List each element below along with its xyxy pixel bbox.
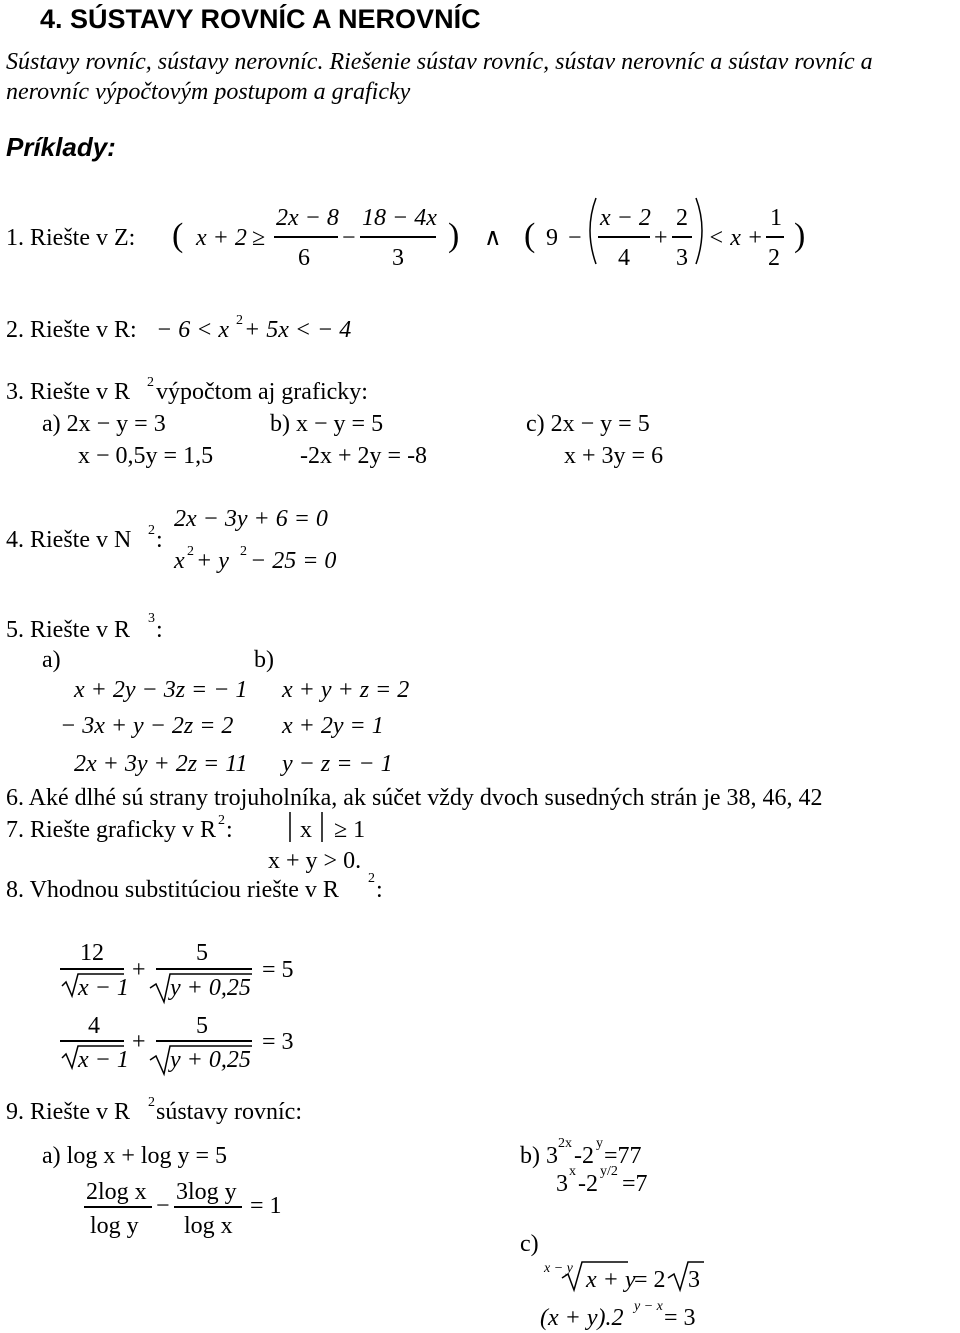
fraction-1-denominator: 6 — [298, 245, 310, 271]
problem-5-a-eq2: − 3x + y − 2z = 2 — [60, 713, 234, 739]
section-heading: 4. SÚSTAVY ROVNÍC A NEROVNÍC — [40, 4, 481, 34]
problem-8-exponent: 2 — [368, 871, 375, 886]
fraction-2-numerator: 18 − 4x — [362, 205, 437, 231]
problem-9-label-tail: sústavy rovníc: — [156, 1099, 302, 1125]
problem-7-exponent: 2 — [218, 813, 225, 828]
problem-9-exponent: 2 — [148, 1095, 155, 1110]
problem-9-b2-mid: -2 — [578, 1171, 598, 1197]
problem-9-label: 9. Riešte v R — [6, 1099, 130, 1125]
problem-4-eq2-y: + y — [196, 548, 229, 574]
problem-9-c-radicand: x + y — [586, 1267, 636, 1293]
problem-8-label: 8. Vhodnou substitúciou riešte v R — [6, 877, 339, 903]
problem-8-row1-den1: x − 1 — [78, 975, 129, 1001]
problem-9-c-rhs: = 2 — [634, 1267, 666, 1293]
problem-7-abs-x: x — [300, 817, 312, 843]
problem-8-row2-num2: 5 — [196, 1013, 208, 1039]
problem-5-b-eq1: x + y + z = 2 — [282, 677, 410, 703]
problem-8-row1-den2: y + 0,25 — [170, 975, 251, 1001]
fraction-4-numerator: 2 — [676, 205, 688, 231]
fraction-3-denominator: 4 — [618, 245, 630, 271]
problem-4-exponent: 2 — [148, 523, 155, 538]
problem-9-a-num1: 2log x — [86, 1179, 147, 1205]
problem-6: 6. Aké dlhé sú strany trojuholníka, ak súčet vždy dvoch susedných strán je 38, 46, 42 — [6, 785, 823, 811]
problem-7-ge-1: ≥ 1 — [334, 817, 366, 843]
paren-close: ) — [794, 217, 806, 254]
problem-4-eq2-tail: − 25 = 0 — [250, 548, 337, 574]
minus-symbol: − — [568, 225, 582, 251]
problem-4-label: 4. Riešte v N — [6, 527, 132, 553]
problem-7-label-tail: : — [226, 817, 233, 843]
fraction-3-numerator: x − 2 — [600, 205, 651, 231]
problem-4-eq2-x: x — [174, 548, 185, 574]
problem-8-row2-den2: y + 0,25 — [170, 1047, 251, 1073]
problem-3-a-eq2: x − 0,5y = 1,5 — [78, 443, 214, 469]
problem-9-a-eq1: a) log x + log y = 5 — [42, 1143, 228, 1169]
problem-3-exponent: 2 — [147, 375, 154, 390]
problem-3-label-tail: výpočtom aj graficky: — [156, 379, 368, 405]
problem-5-b-eq2: x + 2y = 1 — [282, 713, 384, 739]
problem-3-c-eq1: c) 2x − y = 5 — [526, 411, 650, 437]
problem-8-row1-plus: + — [132, 957, 146, 983]
problem-9-b2-end: =7 — [622, 1171, 648, 1197]
paren-open: ( — [524, 217, 536, 254]
problem-5-a-eq1: x + 2y − 3z = − 1 — [74, 677, 248, 703]
problem-9-c-eq2-exp: y − x — [634, 1299, 663, 1314]
problem-4-eq2-exp1: 2 — [187, 544, 194, 559]
problem-9-b-exp1: 2x — [558, 1136, 572, 1151]
problem-2-expr-a: − 6 < x — [156, 317, 230, 343]
problem-9-c-rhs-radicand: 3 — [688, 1267, 700, 1293]
problem-9-c-eq2-end: = 3 — [664, 1305, 696, 1331]
wedge-symbol: ∧ — [484, 225, 502, 251]
fraction-1-numerator: 2x − 8 — [276, 205, 339, 231]
fraction-2-denominator: 3 — [392, 245, 404, 271]
problem-5-label-tail: : — [156, 617, 163, 643]
problem-2-label: 2. Riešte v R: — [6, 317, 137, 343]
problem-7-line-2: x + y > 0. — [268, 848, 362, 874]
problem-3-label: 3. Riešte v R — [6, 379, 130, 405]
problem-4-eq1: 2x − 3y + 6 = 0 — [174, 506, 328, 532]
problem-9-a-den1: log y — [90, 1213, 139, 1239]
problem-3-a-eq1: a) 2x − y = 3 — [42, 411, 166, 437]
ge-symbol: ≥ — [252, 225, 266, 251]
problem-8-label-tail: : — [376, 877, 383, 903]
problem-9-a-minus: − — [156, 1193, 170, 1219]
problem-8-row2-plus: + — [132, 1029, 146, 1055]
problem-5-b-eq3: y − z = − 1 — [282, 751, 393, 777]
minus-symbol: − — [342, 225, 356, 251]
number-nine: 9 — [546, 225, 558, 251]
problem-3-c-eq2: x + 3y = 6 — [564, 443, 664, 469]
paren-open: ( — [172, 217, 184, 254]
expr-lt-x-plus: < x + — [708, 225, 764, 251]
fraction-5-denominator: 2 — [768, 245, 780, 271]
problem-9-a-den2: log x — [184, 1213, 233, 1239]
problem-9-b2-base: 3 — [556, 1171, 568, 1197]
subtitle-line-1: Sústavy rovníc, sústavy nerovníc. Riešenie sústav rovníc, sústav nerovníc a sústav rovníc a — [6, 49, 873, 75]
problem-9-b-end: =77 — [604, 1143, 642, 1169]
problem-8-row2-eq: = 3 — [262, 1029, 294, 1055]
problem-9-a-eq: = 1 — [250, 1193, 282, 1219]
problem-9-b2-exp2: y/2 — [600, 1164, 618, 1179]
problem-1-label: 1. Riešte v Z: — [6, 225, 136, 251]
problem-8-row2-num1: 4 — [88, 1013, 100, 1039]
problem-9-c-root-index: x − y — [544, 1261, 573, 1276]
problem-9-b-mid: -2 — [574, 1143, 594, 1169]
paren-close: ) — [448, 217, 460, 254]
problem-2-expr-b: + 5x < − 4 — [244, 317, 352, 343]
expr-x-plus-2: x + 2 — [196, 225, 247, 251]
problem-5-label: 5. Riešte v R — [6, 617, 130, 643]
plus-symbol: + — [654, 225, 668, 251]
problem-8-row1-eq: = 5 — [262, 957, 294, 983]
problem-4-label-tail: : — [156, 527, 163, 553]
problem-9-b-label: b) 3 — [520, 1143, 558, 1169]
problem-4-eq2-exp2: 2 — [240, 544, 247, 559]
problem-9-c-label: c) — [520, 1231, 539, 1257]
problem-9-b2-exp1: x — [569, 1164, 576, 1179]
problem-2-exponent: 2 — [236, 313, 243, 328]
problem-9-a-num2: 3log y — [176, 1179, 237, 1205]
fraction-5-numerator: 1 — [770, 205, 782, 231]
problem-5-exponent: 3 — [148, 611, 155, 626]
problem-5-a-label: a) — [42, 647, 61, 673]
subtitle-line-2: nerovníc výpočtovým postupom a graficky — [6, 79, 411, 105]
problem-8-row2-den1: x − 1 — [78, 1047, 129, 1073]
problem-5-b-label: b) — [254, 647, 274, 673]
problem-3-b-eq1: b) x − y = 5 — [270, 411, 384, 437]
problem-5-a-eq3: 2x + 3y + 2z = 11 — [74, 751, 248, 777]
examples-label: Príklady: — [6, 132, 116, 162]
problem-9-c-eq2: (x + y).2 — [540, 1305, 624, 1331]
fraction-4-denominator: 3 — [676, 245, 688, 271]
problem-3-b-eq2: -2x + 2y = -8 — [300, 443, 428, 469]
problem-8-row1-num2: 5 — [196, 940, 208, 966]
problem-7-label: 7. Riešte graficky v R — [6, 817, 216, 843]
problem-8-row1-num1: 12 — [80, 940, 104, 966]
problem-9-b-exp2: y — [596, 1136, 603, 1151]
